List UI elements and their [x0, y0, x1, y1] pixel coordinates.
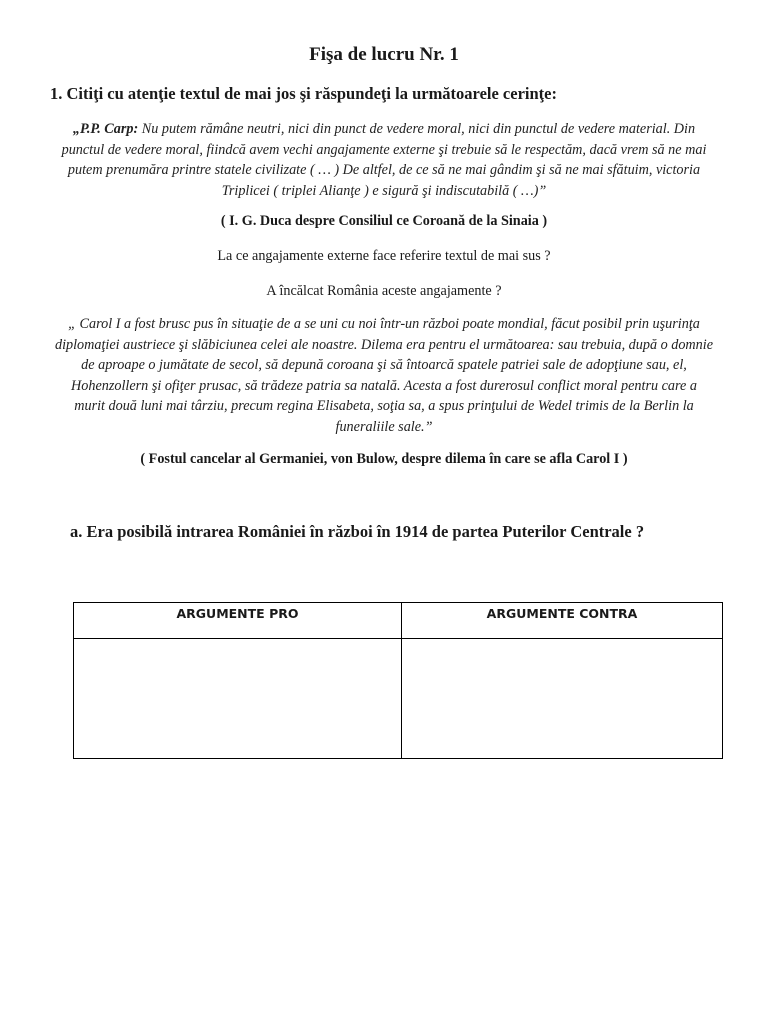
- source-duca: ( I. G. Duca despre Consiliul ce Coroană de la Sinaia ): [220, 213, 548, 229]
- question-commitments-broken: A încălcat România aceste angajamente ?: [266, 283, 502, 299]
- quote-carp-line-2: punctul de vedere moral, fiindcă avem vechi angajamente externe şi trebuie să le respectăm, dacă vrem să ne mai: [61, 141, 707, 158]
- quote-carp-line-1: [73, 121, 695, 137]
- quote-carp-line-1-text: Nu putem rămâne neutri, nici din punct de vedere moral, nici din punctul de vedere material. Din: [138, 121, 696, 137]
- page-title: Fişa de lucru Nr. 1: [309, 44, 459, 65]
- arguments-table-header-row: [74, 603, 723, 639]
- quote-bulow-line-3: de aproape o jumătate de secol, să depună coroana şi să întoarcă spatele patriei sale de adopţiune sau, el,: [81, 357, 687, 374]
- question-external-commitments: La ce angajamente externe face referire textul de mai sus ?: [217, 248, 551, 264]
- quote-carp-line-3: putem prenumăra printre statele civilizate ( … ) De altfel, de ce să ne mai gândim şi să ne mai sfătuim, victoria: [67, 162, 701, 179]
- quote-carp-line-4: Triplicei ( triplei Alianţe ) e sigură şi indiscutabilă ( …)”: [221, 182, 547, 199]
- arguments-table-answer-row: [74, 639, 723, 759]
- source-bulow: ( Fostul cancelar al Germaniei, von Bulow, despre dilema în care se afla Carol I ): [140, 451, 628, 467]
- quote-bulow-line-4: Hohenzollern şi ofiţer prusac, să trădeze patria sa natală. Acesta a fost durerosul conflict moral pentru care a: [71, 377, 697, 394]
- quote-carp-speaker: „P.P. Carp:: [72, 121, 139, 137]
- quote-bulow-line-2: diplomaţiei austriece şi slăbiciunea celei ale noastre. Dilema era pentru el următoarea: sau trebuia, după o domnie: [54, 336, 714, 353]
- question-1-instruction: 1. Citiţi cu atenţie textul de mai jos şi răspundeţi la următoarele cerinţe:: [50, 84, 557, 103]
- quote-bulow-line-6: funeraliile sale.”: [335, 418, 433, 435]
- arguments-pro-header: ARGUMENTE PRO: [74, 603, 402, 639]
- quote-bulow: [24, 314, 744, 438]
- quote-bulow-line-1: „ Carol I a fost brusc pus în situaţie de a se uni cu noi într-un război poate mondial, făcut posibil prin uşurinţa: [68, 316, 700, 332]
- arguments-table: [73, 602, 723, 759]
- arguments-pro-answer-cell[interactable]: [74, 639, 402, 759]
- arguments-contra-header: ARGUMENTE CONTRA: [402, 603, 723, 639]
- quote-bulow-line-5: murit două luni mai târziu, precum regina Elisabeta, soţia sa, a spus prinţului de Wedel trimis de la Berlin la: [74, 398, 694, 415]
- quote-carp: [24, 119, 744, 201]
- arguments-contra-answer-cell[interactable]: [402, 639, 723, 759]
- question-a: a. Era posibilă intrarea României în război în 1914 de partea Puterilor Centrale ?: [70, 522, 645, 541]
